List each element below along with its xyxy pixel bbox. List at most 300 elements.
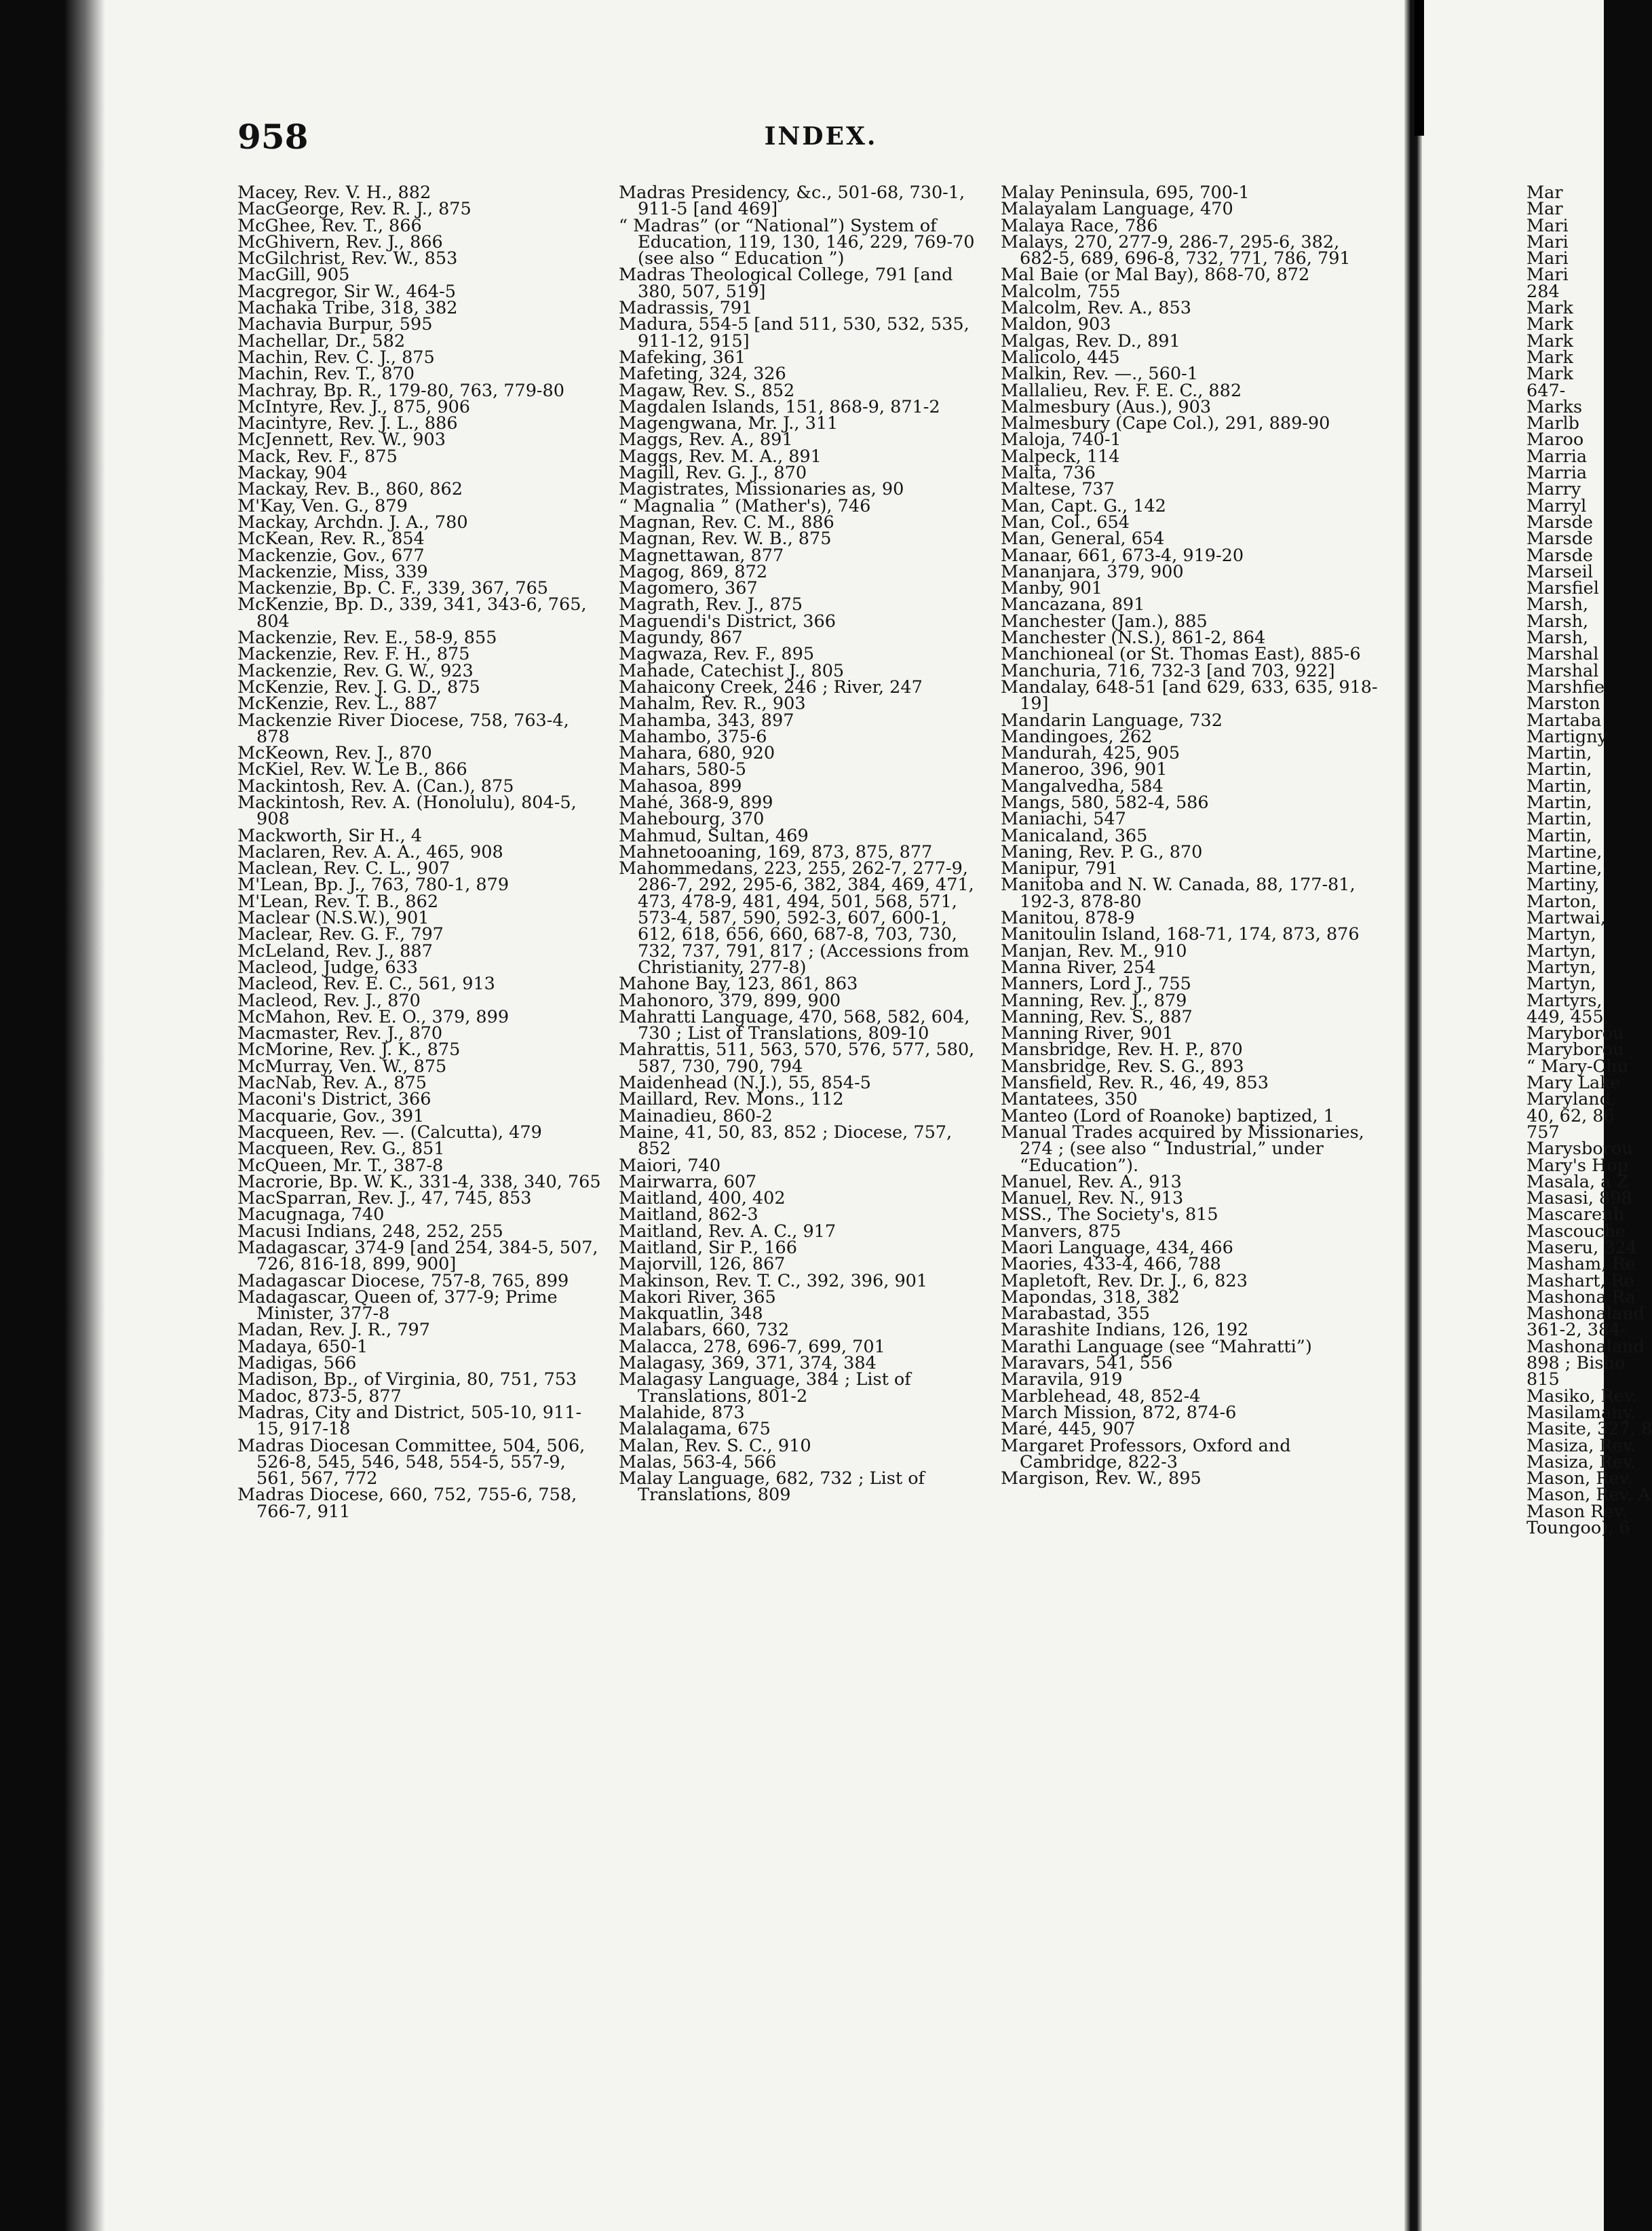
index-entry: Manitoulin Island, 168-71, 174, 873, 876	[1001, 924, 1360, 945]
index-entry: Mandalay, 648-51 [and 629, 633, 635, 918-19]	[1001, 676, 1378, 714]
index-entry: Manby, 901	[1001, 578, 1102, 599]
index-entry: Mahé, 368-9, 899	[619, 792, 773, 813]
index-column-2	[619, 185, 988, 1504]
index-entry: 40, 62, 86	[1526, 1105, 1615, 1126]
index-entry: Marashite Indians, 126, 192	[1001, 1320, 1249, 1341]
index-entry: Marathi Language (see “Mahratti”)	[1001, 1336, 1312, 1357]
index-entry: McGhivern, Rev. J., 866	[237, 231, 443, 252]
index-entry: Mari	[1526, 215, 1569, 236]
index-entry: Mapondas, 318, 382	[1001, 1286, 1180, 1308]
index-entry: Mandarin Language, 732	[1001, 710, 1223, 731]
page-header	[237, 117, 1404, 164]
index-entry: Maré, 445, 907	[1001, 1419, 1136, 1440]
index-entry: Manners, Lord J., 755	[1001, 974, 1191, 995]
index-entry: Maori Language, 434, 466	[1001, 1238, 1233, 1258]
index-entry: Maneroo, 396, 901	[1001, 759, 1168, 780]
index-entry: Mackenzie, Bp. C. F., 339, 367, 765	[237, 578, 549, 599]
index-entry: Magengwana, Mr. J., 311	[619, 413, 839, 434]
index-entry: Martin,	[1526, 759, 1592, 780]
index-entry: McLeland, Rev. J., 887	[237, 940, 433, 961]
index-entry: Maryborou	[1526, 1040, 1624, 1061]
index-entry: Madras Diocesan Committee, 504, 506, 526-8, 545, 546, 548, 554-5, 557-9, 561, 567, 772	[237, 1435, 585, 1489]
index-entry: Magomero, 367	[619, 578, 758, 599]
index-entry: Martaba	[1526, 710, 1602, 731]
index-entry: Malcolm, Rev. A., 853	[1001, 298, 1191, 319]
index-entry: Makquatlin, 348	[619, 1303, 763, 1324]
index-entry: Mangalvedha, 584	[1001, 776, 1164, 797]
index-entry: Maggs, Rev. M. A., 891	[619, 446, 822, 467]
index-entry: Mackworth, Sir H., 4	[237, 825, 422, 846]
index-entry: Mahommedans, 223, 255, 262-7, 277-9, 286-7, 292, 295-6, 382, 384, 469, 471, 473, 478-9, 481, 494, 501, 568, 571, 573-4, 587, 590, 592-3, 607, 600-1, 612, 618, 656, 660, 687-8, 703, 730, 732, 737, 791, 817 ; (Accessions from Christianity, 277-8)	[619, 858, 974, 978]
index-entry: Mashart, Re	[1526, 1270, 1634, 1291]
index-entry: Mark	[1526, 314, 1573, 335]
index-entry: Mark	[1526, 364, 1573, 385]
index-entry: Mairwarra, 607	[619, 1171, 757, 1192]
index-entry: Masite, 327, 8	[1526, 1419, 1652, 1440]
index-entry: Maclaren, Rev. A. A., 465, 908	[237, 841, 503, 862]
index-entry: MSS., The Society's, 815	[1001, 1204, 1218, 1225]
index-entry: Maine, 41, 50, 83, 852 ; Diocese, 757, 852	[619, 1122, 953, 1160]
index-entry: Maclean, Rev. C. L., 907	[237, 858, 450, 879]
index-entry: Malgas, Rev. D., 891	[1001, 330, 1180, 351]
index-entry: Maldon, 903	[1001, 314, 1111, 335]
index-entry: Martiny,	[1526, 875, 1600, 896]
index-entry: Maories, 433-4, 466, 788	[1001, 1254, 1221, 1275]
index-entry: Malays, 270, 277-9, 286-7, 295-6, 382, 682-5, 689, 696-8, 732, 771, 786, 791	[1001, 231, 1351, 269]
index-entry: Manaar, 661, 673-4, 919-20	[1001, 545, 1244, 566]
index-entry: Mahmud, Sultan, 469	[619, 825, 809, 846]
index-entry: Martin,	[1526, 792, 1592, 813]
index-entry: Maroo	[1526, 430, 1584, 451]
index-entry: Man, General, 654	[1001, 529, 1165, 550]
index-entry: Marryl	[1526, 495, 1587, 516]
index-entry: Mar	[1526, 183, 1563, 203]
index-entry: Martwai,	[1526, 908, 1607, 929]
index-entry: Maitland, Rev. A. C., 917	[619, 1221, 837, 1242]
index-entry: Maloja, 740-1	[1001, 430, 1121, 451]
index-entry: Macrorie, Bp. W. K., 331-4, 338, 340, 765	[237, 1171, 601, 1192]
index-entry: Martin,	[1526, 825, 1592, 846]
index-column-3	[1001, 185, 1381, 1487]
index-entry: Makori River, 365	[619, 1286, 776, 1308]
index-entry: Malalagama, 675	[619, 1419, 771, 1440]
index-entry: Malan, Rev. S. C., 910	[619, 1435, 811, 1456]
index-entry: Manitoba and N. W. Canada, 88, 177-81, 192-3, 878-80	[1001, 875, 1356, 912]
index-entry: Maryborou	[1526, 1023, 1624, 1044]
index-entry: Madagascar Diocese, 757-8, 765, 899	[237, 1270, 569, 1291]
index-entry: Toungoo), 6	[1526, 1518, 1630, 1539]
index-entry: Mackenzie, Miss, 339	[237, 561, 428, 582]
index-entry: Maniachi, 547	[1001, 809, 1126, 830]
index-entry: McMorine, Rev. J. K., 875	[237, 1040, 461, 1061]
index-entry: Mari	[1526, 265, 1569, 286]
index-entry: Marsh,	[1526, 594, 1589, 615]
index-entry: MacNab, Rev. A., 875	[237, 1073, 427, 1094]
index-entry: Mar	[1526, 199, 1563, 220]
index-entry: Maclear (N.S.W.), 901	[237, 908, 429, 929]
index-entry: Mashona Ra	[1526, 1286, 1636, 1308]
index-entry: Mashonaland	[1526, 1303, 1645, 1324]
index-entry: Manchuria, 716, 732-3 [and 703, 922]	[1001, 660, 1335, 681]
index-entry: Machray, Bp. R., 179-80, 763, 779-80	[237, 380, 564, 401]
index-entry: 449, 455,	[1526, 1006, 1609, 1027]
index-entry: Mahalm, Rev. R., 903	[619, 693, 806, 714]
index-entry: Malpeck, 114	[1001, 446, 1120, 467]
index-entry: Machaka Tribe, 318, 382	[237, 298, 458, 319]
index-entry: Mahonoro, 379, 899, 900	[619, 990, 841, 1011]
index-entry: Masilamany,	[1526, 1402, 1636, 1423]
index-entry: Masiza, Rev.	[1526, 1451, 1636, 1472]
index-entry: Mackenzie River Diocese, 758, 763-4, 878	[237, 710, 569, 747]
index-entry: Marsh,	[1526, 611, 1589, 632]
index-entry: Madaya, 650-1	[237, 1336, 368, 1357]
index-entry: Madras Theological College, 791 [and 380, 507, 519]	[619, 265, 953, 302]
index-entry: 815	[1526, 1369, 1560, 1390]
index-entry: Marlb	[1526, 413, 1579, 434]
index-entry: Maggs, Rev. A., 891	[619, 430, 793, 451]
index-entry: Maitland, 862-3	[619, 1204, 758, 1225]
index-entry: Man, Col., 654	[1001, 512, 1130, 533]
index-entry: Manuel, Rev. N., 913	[1001, 1188, 1184, 1209]
index-entry: McKenzie, Rev. L., 887	[237, 693, 438, 714]
index-entry: Macleod, Judge, 633	[237, 957, 418, 978]
index-entry: Masham, Re	[1526, 1254, 1636, 1275]
index-entry: Mashonaland	[1526, 1336, 1645, 1357]
index-entry: Maguendi's District, 366	[619, 611, 836, 632]
index-entry: McGhee, Rev. T., 866	[237, 215, 422, 236]
index-entry: Mary's Hop	[1526, 1155, 1629, 1176]
index-entry: MacGill, 905	[237, 265, 350, 286]
index-entry: McQueen, Mr. T., 387-8	[237, 1155, 444, 1176]
index-entry: Mantatees, 350	[1001, 1089, 1138, 1110]
index-entry: Mandingoes, 262	[1001, 726, 1153, 747]
index-entry: Malabars, 660, 732	[619, 1320, 790, 1341]
index-entry: Manvers, 875	[1001, 1221, 1121, 1242]
index-entry: Mahars, 580-5	[619, 759, 746, 780]
index-entry: Martin,	[1526, 776, 1592, 797]
index-entry: Mark	[1526, 298, 1573, 319]
index-entry: McKiel, Rev. W. Le B., 866	[237, 759, 467, 780]
index-entry: Macleod, Rev. J., 870	[237, 990, 421, 1011]
gutter-dark-top	[1415, 0, 1424, 136]
index-entry: Marria	[1526, 463, 1588, 484]
index-entry: Mansbridge, Rev. H. P., 870	[1001, 1040, 1243, 1061]
index-entry: Malay Language, 682, 732 ; List of Translations, 809	[619, 1468, 925, 1506]
index-entry: Marria	[1526, 446, 1588, 467]
index-entry: Maconi's District, 366	[237, 1089, 431, 1110]
index-entry: Maidenhead (N.J.), 55, 854-5	[619, 1073, 871, 1094]
index-entry: Magrath, Rev. J., 875	[619, 594, 803, 615]
index-entry: McKenzie, Rev. J. G. D., 875	[237, 676, 480, 698]
index-entry: Mari	[1526, 248, 1569, 269]
index-entry: Mananjara, 379, 900	[1001, 561, 1184, 582]
index-entry: Masiko, Rev.	[1526, 1386, 1638, 1407]
index-entry: Marysborou	[1526, 1139, 1633, 1160]
index-entry: Manna River, 254	[1001, 957, 1156, 978]
index-entry: Magog, 869, 872	[619, 561, 768, 582]
index-entry: “ Madras” (or “National”) System of Education, 119, 130, 146, 229, 769-70 (see also “ Education ”)	[619, 215, 975, 269]
index-entry: Maitland, 400, 402	[619, 1188, 786, 1209]
index-entry: Majorvill, 126, 867	[619, 1254, 786, 1275]
index-entry: MacGeorge, Rev. R. J., 875	[237, 199, 472, 220]
index-entry: Mason, Rev. A	[1526, 1485, 1651, 1506]
page-number: 958	[237, 117, 309, 157]
index-entry: Mackay, Archdn. J. A., 780	[237, 512, 468, 533]
index-entry: Malicolo, 445	[1001, 347, 1120, 368]
index-entry: McIntyre, Rev. J., 875, 906	[237, 396, 471, 417]
index-entry: Maravila, 919	[1001, 1369, 1123, 1390]
index-entry: Madras Presidency, &c., 501-68, 730-1, 911-5 [and 469]	[619, 183, 965, 220]
index-entry: Malayalam Language, 470	[1001, 199, 1233, 220]
index-entry: McMahon, Rev. E. O., 379, 899	[237, 1006, 510, 1027]
index-entry: Manning, Rev. S., 887	[1001, 1006, 1193, 1027]
index-entry: Manning, Rev. J., 879	[1001, 990, 1187, 1011]
index-entry: Malahide, 873	[619, 1402, 745, 1423]
index-entry: Margaret Professors, Oxford and Cambridge, 822-3	[1001, 1435, 1291, 1472]
index-entry: Manipur, 791	[1001, 858, 1118, 879]
index-entry: Masala, a Z	[1526, 1171, 1629, 1192]
index-entry: Magaw, Rev. S., 852	[619, 380, 795, 401]
index-entry: Mahambo, 375-6	[619, 726, 767, 747]
index-entry: McKenzie, Bp. D., 339, 341, 343-6, 765, 804	[237, 594, 587, 632]
index-entry: Marshfie	[1526, 676, 1605, 698]
index-entry: Maillard, Rev. Mons., 112	[619, 1089, 844, 1110]
index-entry: Mancazana, 891	[1001, 594, 1145, 615]
index-entry: Mari	[1526, 231, 1569, 252]
index-entry: Mackay, 904	[237, 463, 348, 484]
index-entry: Maravars, 541, 556	[1001, 1353, 1173, 1374]
index-entry: Maryland,	[1526, 1089, 1617, 1110]
index-entry: Macintyre, Rev. J. L., 886	[237, 413, 458, 434]
index-entry: Mahebourg, 370	[619, 809, 765, 830]
index-entry: Masiza, Rev.	[1526, 1435, 1636, 1456]
index-entry: M'Lean, Bp. J., 763, 780-1, 879	[237, 875, 510, 896]
index-entry: Macqueen, Rev. —. (Calcutta), 479	[237, 1122, 542, 1143]
index-entry: Marblehead, 48, 852-4	[1001, 1386, 1201, 1407]
index-entry: Mackintosh, Rev. A. (Honolulu), 804-5, 908	[237, 792, 577, 830]
index-entry: Magundy, 867	[619, 628, 743, 649]
index-entry: Macleod, Rev. E. C., 561, 913	[237, 974, 495, 995]
index-entry: Mahasoa, 899	[619, 776, 742, 797]
index-entry: Mahnetooaning, 169, 873, 875, 877	[619, 841, 933, 862]
index-entry: Marseil	[1526, 561, 1593, 582]
index-entry: Marshal	[1526, 660, 1599, 681]
index-entry: Mahade, Catechist J., 805	[619, 660, 845, 681]
index-entry: Macusi Indians, 248, 252, 255	[237, 1221, 503, 1242]
index-entry: Mascouche	[1526, 1221, 1626, 1242]
index-entry: March Mission, 872, 874-6	[1001, 1402, 1237, 1423]
running-title: INDEX.	[764, 122, 878, 151]
index-entry: Martyn,	[1526, 940, 1596, 961]
index-entry: Machin, Rev. T., 870	[237, 364, 415, 385]
index-entry: Macgregor, Sir W., 464-5	[237, 281, 456, 302]
index-entry: Manicaland, 365	[1001, 825, 1148, 846]
index-entry: Mary Lake	[1526, 1073, 1621, 1094]
index-entry: Magwaza, Rev. F., 895	[619, 644, 815, 665]
index-entry: Malagasy, 369, 371, 374, 384	[619, 1353, 877, 1374]
index-entry: Mansbridge, Rev. S. G., 893	[1001, 1056, 1244, 1077]
index-entry: Magnan, Rev. W. B., 875	[619, 529, 832, 550]
index-entry: Magill, Rev. G. J., 870	[619, 463, 807, 484]
index-entry: Mahara, 680, 920	[619, 743, 775, 764]
index-entry: Malta, 736	[1001, 463, 1096, 484]
index-entry: Martine,	[1526, 841, 1602, 862]
index-entry: Masasi, 898	[1526, 1188, 1632, 1209]
index-entry: Marsde	[1526, 512, 1594, 533]
index-entry: Mahamba, 343, 897	[619, 710, 794, 731]
index-entry: Mahone Bay, 123, 861, 863	[619, 974, 858, 995]
index-entry: Madoc, 873-5, 877	[237, 1386, 402, 1407]
index-entry: Mangs, 580, 582-4, 586	[1001, 792, 1209, 813]
index-entry: Manchester (N.S.), 861-2, 864	[1001, 628, 1266, 649]
index-entry: Maitland, Sir P., 166	[619, 1238, 797, 1258]
index-entry: 757	[1526, 1122, 1560, 1143]
index-entry: Martine,	[1526, 858, 1602, 879]
book-gutter	[1404, 0, 1422, 2231]
index-entry: 647-	[1526, 380, 1566, 401]
index-entry: Mason Rev.	[1526, 1501, 1628, 1522]
index-entry: McGilchrist, Rev. W., 853	[237, 248, 458, 269]
index-entry: Malagasy Language, 384 ; List of Translations, 801-2	[619, 1369, 911, 1407]
index-entry: Mahratti Language, 470, 568, 582, 604, 730 ; List of Translations, 809-10	[619, 1006, 970, 1044]
index-entry: Manuel, Rev. A., 913	[1001, 1171, 1182, 1192]
index-entry: Magistrates, Missionaries as, 90	[619, 479, 904, 500]
index-entry: Madras, City and District, 505-10, 911-15, 917-18	[237, 1402, 582, 1440]
index-entry: Marabastad, 355	[1001, 1303, 1150, 1324]
index-entry: M'Kay, Ven. G., 879	[237, 495, 408, 516]
index-entry: M'Lean, Rev. T. B., 862	[237, 891, 439, 912]
index-entry: McJennett, Rev. W., 903	[237, 430, 446, 451]
index-entry: Mahaicony Creek, 246 ; River, 247	[619, 676, 923, 698]
index-entry: Mainadieu, 860-2	[619, 1105, 773, 1126]
index-entry: Macugnaga, 740	[237, 1204, 385, 1225]
index-entry: Magnettawan, 877	[619, 545, 784, 566]
index-entry: Makinson, Rev. T. C., 392, 396, 901	[619, 1270, 928, 1291]
index-entry: Machavia Burpur, 595	[237, 314, 433, 335]
index-entry: Madras Diocese, 660, 752, 755-6, 758, 766-7, 911	[237, 1485, 577, 1522]
index-entry: Maseru, 324	[1526, 1238, 1637, 1258]
index-entry: Mafeking, 361	[619, 347, 746, 368]
index-entry: 284	[1526, 281, 1560, 302]
index-entry: Maiori, 740	[619, 1155, 721, 1176]
index-entry: Marsde	[1526, 545, 1594, 566]
index-entry: Madagascar, 374-9 [and 254, 384-5, 507, 726, 816-18, 899, 900]	[237, 1238, 598, 1275]
index-entry: Mackenzie, Rev. G. W., 923	[237, 660, 474, 681]
index-entry: McMurray, Ven. W., 875	[237, 1056, 447, 1077]
index-entry: Marry	[1526, 479, 1581, 500]
index-entry: Mackenzie, Rev. F. H., 875	[237, 644, 470, 665]
index-entry: Manitou, 878-9	[1001, 908, 1135, 929]
index-entry: Mansfield, Rev. R., 46, 49, 853	[1001, 1073, 1269, 1094]
index-entry: Madan, Rev. J. R., 797	[237, 1320, 430, 1341]
index-entry: Manual Trades acquired by Missionaries, 274 ; (see also “ Industrial,” under “Education”).	[1001, 1122, 1364, 1176]
index-entry: Magnan, Rev. C. M., 886	[619, 512, 834, 533]
index-entry: Manjan, Rev. M., 910	[1001, 940, 1187, 961]
index-entry: Malmesbury (Cape Col.), 291, 889-90	[1001, 413, 1330, 434]
index-entry: Mackintosh, Rev. A. (Can.), 875	[237, 776, 514, 797]
index-entry: Machin, Rev. C. J., 875	[237, 347, 435, 368]
index-entry: Maclear, Rev. G. F., 797	[237, 924, 444, 945]
index-entry: Manteo (Lord of Roanoke) baptized, 1	[1001, 1105, 1334, 1126]
index-entry: “ Mary-Chu	[1526, 1056, 1629, 1077]
index-entry: MacSparran, Rev. J., 47, 745, 853	[237, 1188, 532, 1209]
index-entry: Malkin, Rev. —., 560-1	[1001, 364, 1198, 385]
index-entry: Margison, Rev. W., 895	[1001, 1468, 1202, 1489]
index-entry: Man, Capt. G., 142	[1001, 495, 1166, 516]
index-entry: Macqueen, Rev. G., 851	[237, 1139, 445, 1160]
index-entry: McKeown, Rev. J., 870	[237, 743, 432, 764]
index-entry: Martin,	[1526, 809, 1592, 830]
index-entry: Martin,	[1526, 743, 1592, 764]
index-column-1	[237, 185, 607, 1520]
index-entry: Marton,	[1526, 891, 1597, 912]
index-entry: Mallalieu, Rev. F. E. C., 882	[1001, 380, 1242, 401]
index-entry: Mack, Rev. F., 875	[237, 446, 398, 467]
index-entry: Martyrs,	[1526, 990, 1602, 1011]
index-column-4-partial	[1526, 183, 1652, 1539]
index-entry: Mal Baie (or Mal Bay), 868-70, 872	[1001, 265, 1310, 286]
index-entry: Maltese, 737	[1001, 479, 1115, 500]
index-entry: Marsde	[1526, 529, 1594, 550]
index-entry: Mafeting, 324, 326	[619, 364, 786, 385]
index-entry: Mahrattis, 511, 563, 570, 576, 577, 580, 587, 730, 790, 794	[619, 1040, 975, 1077]
index-entry: 898 ; Bisho	[1526, 1353, 1626, 1374]
index-entry: Manning River, 901	[1001, 1023, 1174, 1044]
index-entry: Macey, Rev. V. H., 882	[237, 183, 431, 203]
index-entry: Malmesbury (Aus.), 903	[1001, 396, 1212, 417]
index-entry: Malas, 563-4, 566	[619, 1451, 777, 1472]
index-entry: Marshal	[1526, 644, 1599, 665]
index-entry: Madrassis, 791	[619, 298, 753, 319]
index-entry: 361-2, 384-	[1526, 1320, 1627, 1341]
index-entry: Mapletoft, Rev. Dr. J., 6, 823	[1001, 1270, 1248, 1291]
index-entry: Marston	[1526, 693, 1600, 714]
index-entry: Mason, Rev.	[1526, 1468, 1633, 1489]
index-entry: Maning, Rev. P. G., 870	[1001, 841, 1203, 862]
index-entry: Marsfiel	[1526, 578, 1599, 599]
index-entry: Manchioneal (or St. Thomas East), 885-6	[1001, 644, 1361, 665]
index-entry: Malacca, 278, 696-7, 699, 701	[619, 1336, 885, 1357]
index-entry: Mascarenh	[1526, 1204, 1625, 1225]
index-entry: Machellar, Dr., 582	[237, 330, 406, 351]
index-entry: Mandurah, 425, 905	[1001, 743, 1180, 764]
index-entry: Madura, 554-5 [and 511, 530, 532, 535, 911-12, 915]	[619, 314, 969, 351]
index-entry: McKean, Rev. R., 854	[237, 529, 425, 550]
index-entry: Marks	[1526, 396, 1583, 417]
index-entry: Manchester (Jam.), 885	[1001, 611, 1208, 632]
index-entry: Malcolm, 755	[1001, 281, 1121, 302]
index-entry: Macquarie, Gov., 391	[237, 1105, 425, 1126]
index-entry: Martyn,	[1526, 957, 1596, 978]
index-entry: Malay Peninsula, 695, 700-1	[1001, 183, 1250, 203]
index-entry: Martyn,	[1526, 974, 1596, 995]
index-entry: Mark	[1526, 347, 1573, 368]
index-entry: Malaya Race, 786	[1001, 215, 1158, 236]
scan-edge-shadow	[64, 0, 105, 2231]
index-entry: Mackenzie, Gov., 677	[237, 545, 425, 566]
index-entry: “ Magnalia ” (Mather's), 746	[619, 495, 871, 516]
index-entry: Mackay, Rev. B., 860, 862	[237, 479, 463, 500]
index-entry: Magdalen Islands, 151, 868-9, 871-2	[619, 396, 940, 417]
index-entry: Macmaster, Rev. J., 870	[237, 1023, 443, 1044]
index-entry: Mackenzie, Rev. E., 58-9, 855	[237, 628, 497, 649]
index-entry: Martyn,	[1526, 924, 1596, 945]
index-entry: Mark	[1526, 330, 1573, 351]
index-entry: Marsh,	[1526, 628, 1589, 649]
index-entry: Madigas, 566	[237, 1353, 357, 1374]
index-entry: Martigny	[1526, 726, 1608, 747]
index-entry: Madison, Bp., of Virginia, 80, 751, 753	[237, 1369, 577, 1390]
